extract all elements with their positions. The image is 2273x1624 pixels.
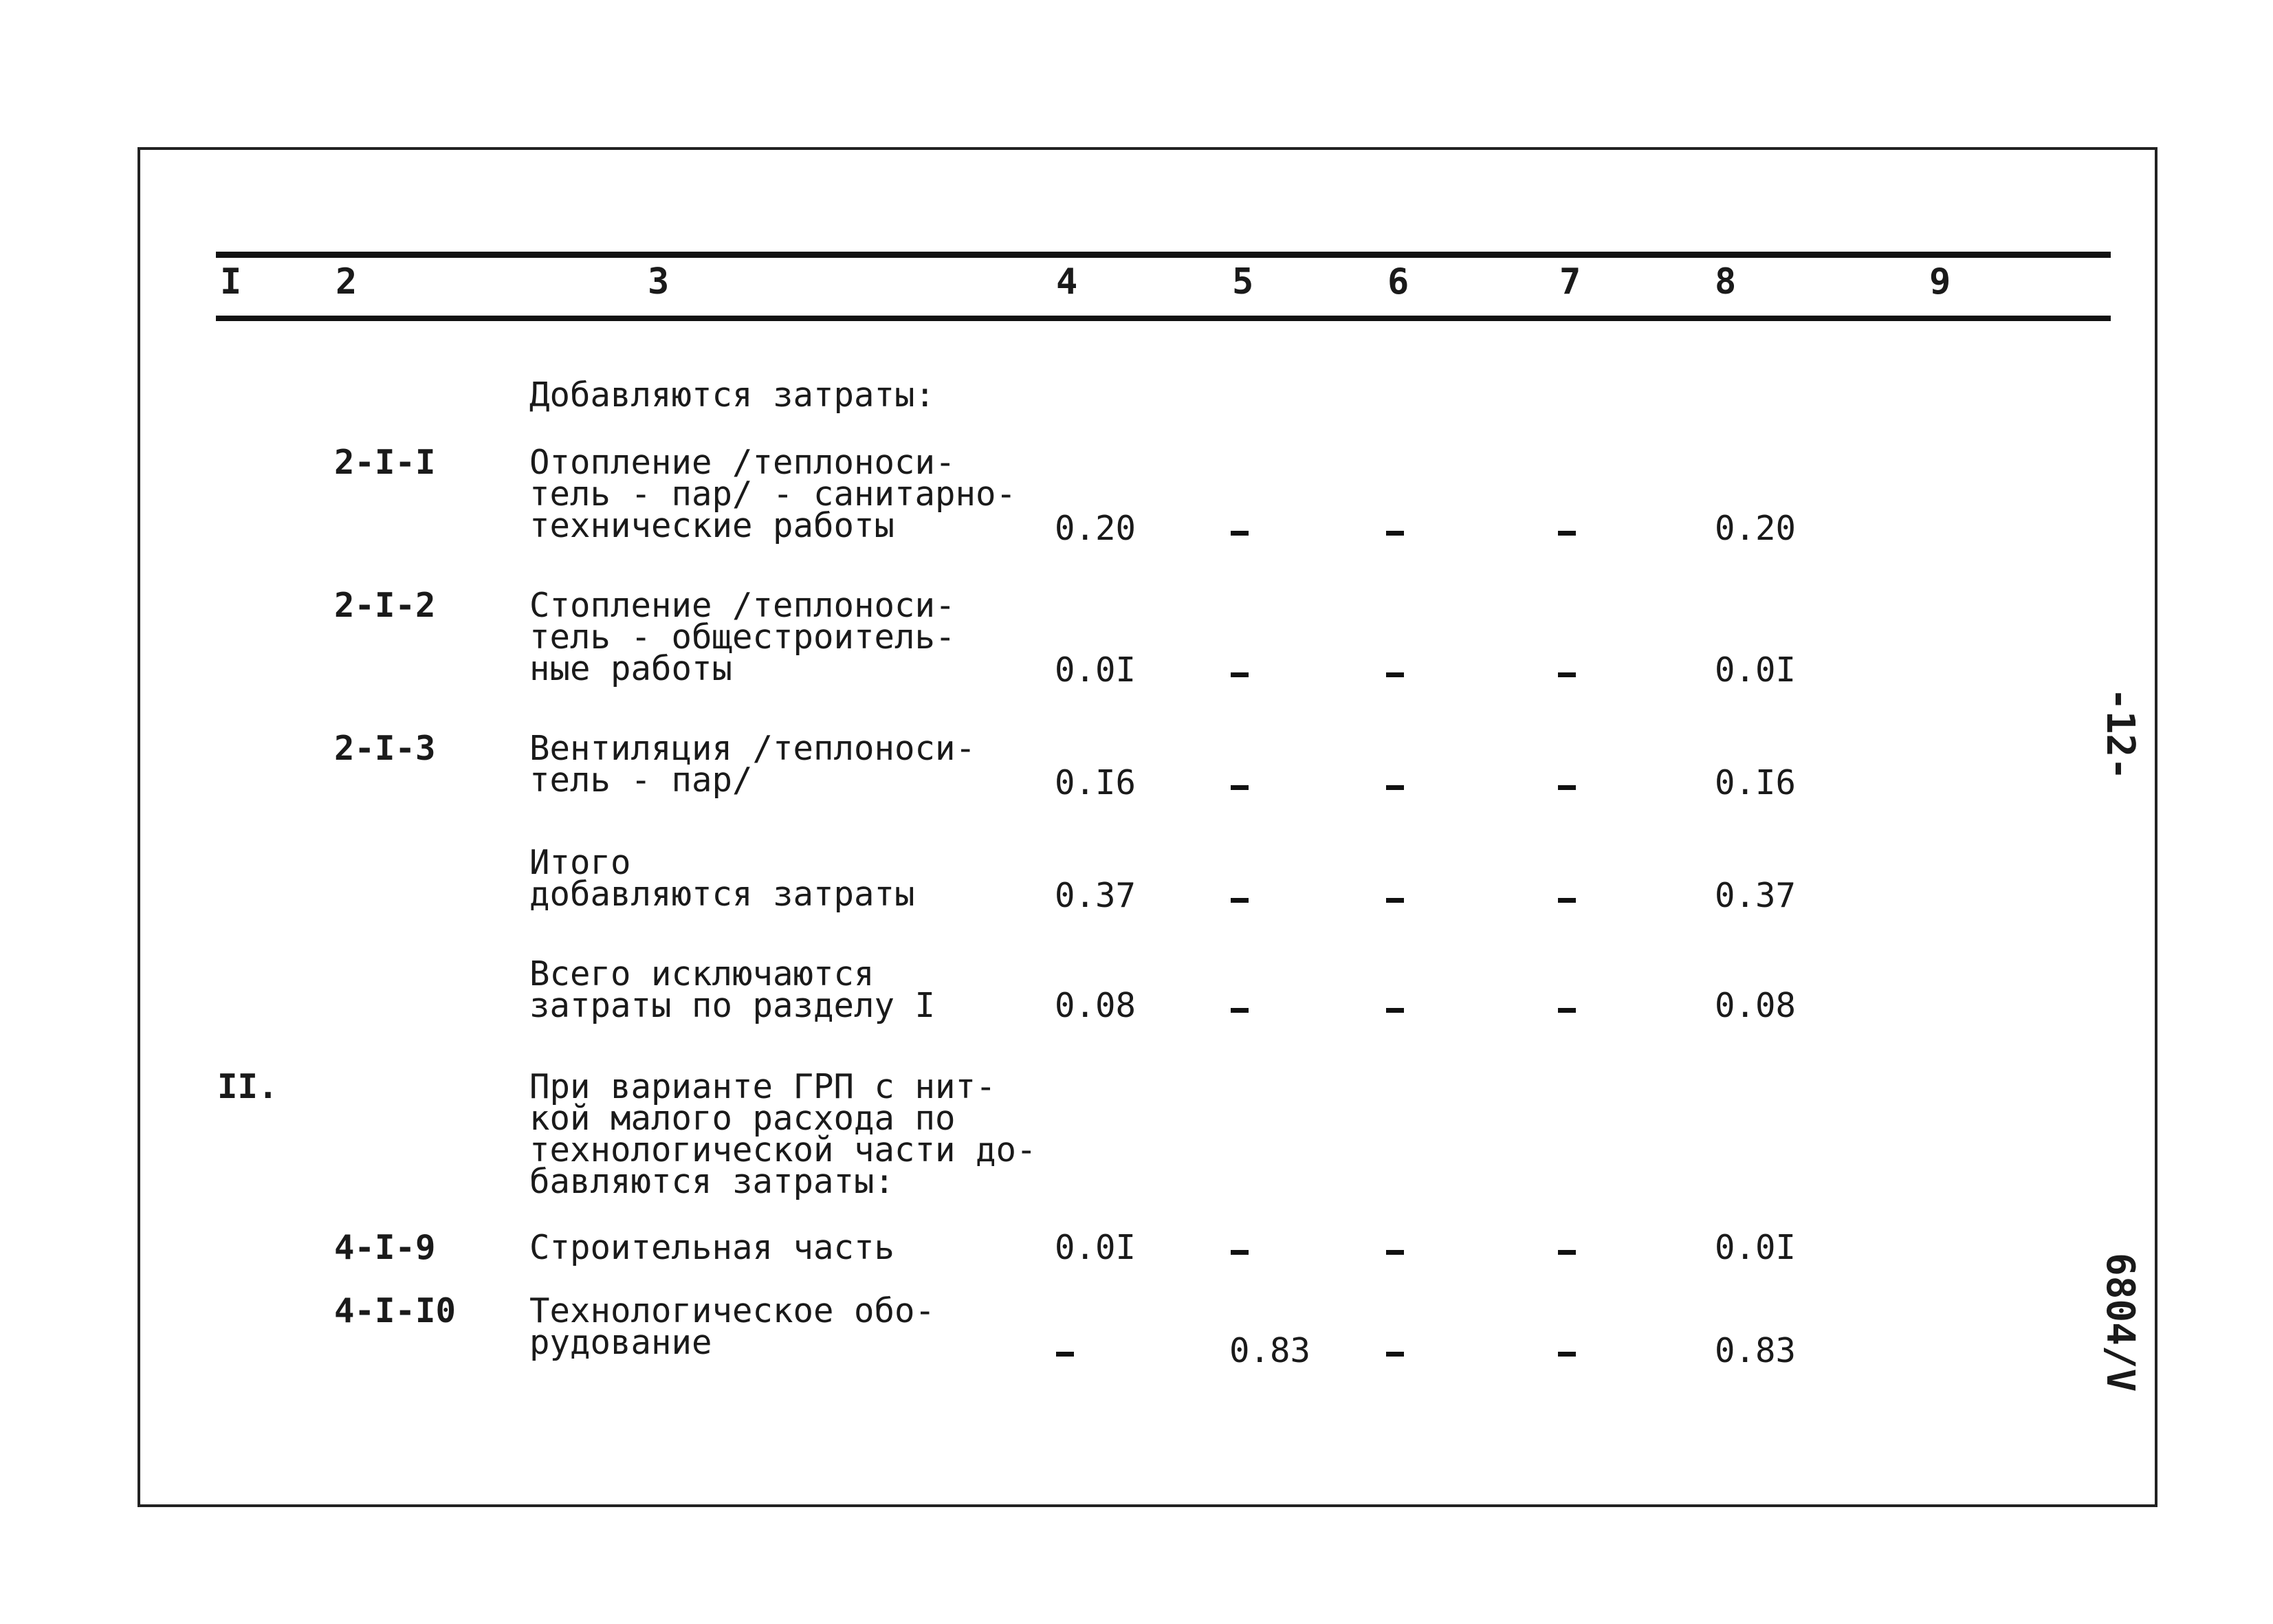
- row-value-col4: 0.37: [1055, 876, 1136, 915]
- row-value-col8: 0.83: [1715, 1331, 1797, 1370]
- row-value-col4: 0.08: [1055, 986, 1136, 1025]
- row-dash-col5: [1231, 1250, 1249, 1255]
- row-dash-col5: [1231, 531, 1249, 536]
- row-text-line: Вентиляция /теплоноси-: [529, 729, 976, 768]
- row-dash-col5: [1231, 785, 1249, 790]
- section2-text-line: бавляются затраты:: [529, 1162, 895, 1201]
- row-code: 4-I-9: [334, 1228, 436, 1267]
- row-text-line: Отопление /теплоноси-: [529, 443, 956, 482]
- row-text-line: добавляются затраты: [529, 875, 915, 914]
- row-text-line: Строительная часть: [529, 1228, 895, 1267]
- row-text-line: ные работы: [529, 649, 733, 688]
- row-text-line: Всего исключаются: [529, 954, 875, 994]
- section2-text-line: При варианте ГРП с нит-: [529, 1067, 996, 1106]
- row-text-line: затраты по разделу I: [529, 986, 936, 1025]
- row-text-line: технические работы: [529, 506, 895, 545]
- col-header-7: 7: [1559, 261, 1581, 303]
- row-value-col8: 0.37: [1715, 876, 1797, 915]
- col-header-3: 3: [648, 261, 670, 303]
- document-code: 6804/V: [2098, 1253, 2142, 1392]
- header-rule-bottom: [216, 316, 2111, 321]
- row-dash-col5: [1231, 1008, 1249, 1013]
- col-header-5: 5: [1232, 261, 1254, 303]
- row-dash-col6: [1386, 672, 1404, 677]
- row-code: 4-I-I0: [334, 1291, 457, 1330]
- row-dash-col7: [1558, 672, 1576, 677]
- section-number: II.: [217, 1067, 278, 1106]
- col-header-4: 4: [1056, 261, 1078, 303]
- row-value-col4: 0.20: [1055, 509, 1136, 548]
- row-value-col8: 0.0I: [1715, 650, 1797, 690]
- row-value-col4: 0.I6: [1055, 763, 1136, 802]
- row-dash-col7: [1558, 898, 1576, 903]
- row-dash-col7: [1558, 531, 1576, 536]
- row-dash-col7: [1558, 1008, 1576, 1013]
- row-text-line: Технологическое обо-: [529, 1291, 936, 1330]
- col-header-6: 6: [1387, 261, 1409, 303]
- row-dash-col7: [1558, 1352, 1576, 1357]
- row-value-col4: 0.0I: [1055, 650, 1136, 690]
- row-text-line: тель - пар/: [529, 760, 753, 800]
- row-dash-col5: [1231, 898, 1249, 903]
- row-text-line: тель - общестроитель-: [529, 617, 956, 657]
- row-dash-col7: [1558, 785, 1576, 790]
- row-value-col8: 0.08: [1715, 986, 1797, 1025]
- section2-text-line: кой малого расхода по: [529, 1099, 956, 1138]
- row-value-col4: 0.0I: [1055, 1228, 1136, 1267]
- row-dash-col6: [1386, 785, 1404, 790]
- row-dash-col4: [1056, 1352, 1074, 1357]
- row-code: 2-I-I: [334, 443, 436, 482]
- section-heading: Добавляются затраты:: [529, 375, 936, 415]
- page-number: -12-: [2098, 688, 2142, 780]
- row-value-col5: 0.83: [1229, 1331, 1311, 1370]
- row-value-col8: 0.20: [1715, 509, 1797, 548]
- row-text-line: Стопление /теплоноси-: [529, 586, 956, 625]
- col-header-8: 8: [1715, 261, 1737, 303]
- row-value-col8: 0.I6: [1715, 763, 1797, 802]
- col-header-1: I: [220, 261, 242, 303]
- row-dash-col6: [1386, 1008, 1404, 1013]
- row-dash-col6: [1386, 1250, 1404, 1255]
- col-header-9: 9: [1929, 261, 1951, 303]
- section2-text-line: технологической части до-: [529, 1130, 1037, 1170]
- row-text-line: рудование: [529, 1323, 712, 1362]
- col-header-2: 2: [336, 261, 358, 303]
- row-dash-col6: [1386, 898, 1404, 903]
- row-dash-col5: [1231, 672, 1249, 677]
- row-dash-col7: [1558, 1250, 1576, 1255]
- row-value-col8: 0.0I: [1715, 1228, 1797, 1267]
- row-text-line: тель - пар/ - санитарно-: [529, 474, 1017, 514]
- row-code: 2-I-3: [334, 729, 436, 768]
- header-rule-top: [216, 252, 2111, 258]
- row-dash-col6: [1386, 1352, 1404, 1357]
- row-text-line: Итого: [529, 843, 631, 882]
- row-code: 2-I-2: [334, 586, 436, 625]
- row-dash-col6: [1386, 531, 1404, 536]
